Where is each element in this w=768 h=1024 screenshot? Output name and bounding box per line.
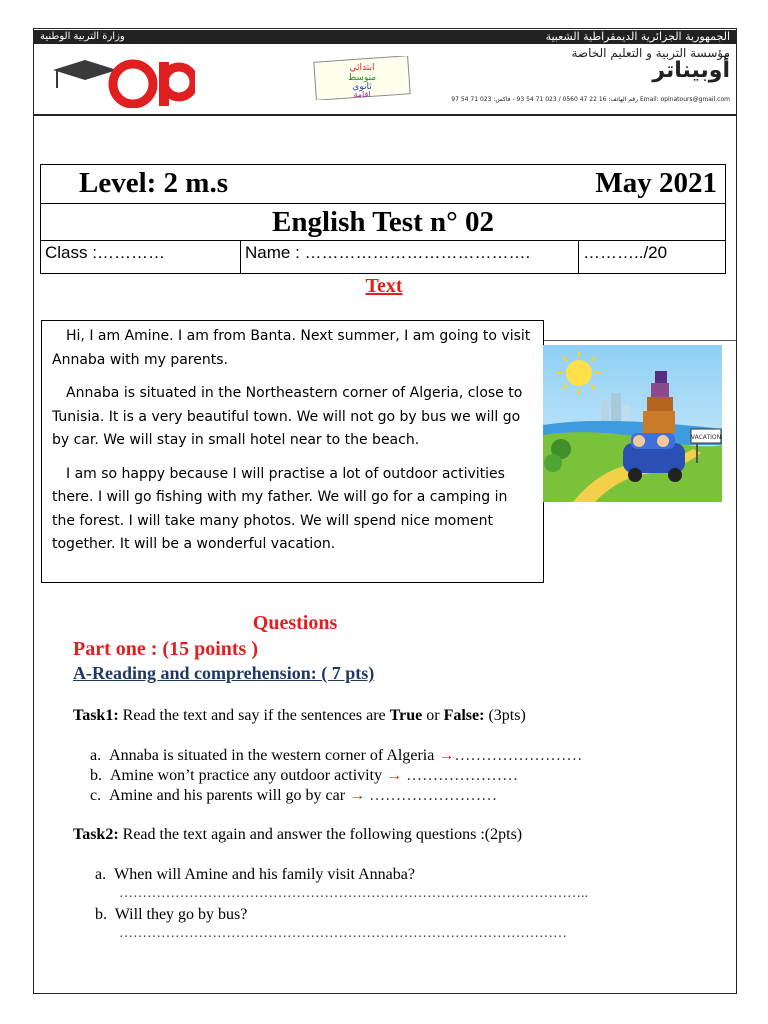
answer-blank[interactable]: ………………… (402, 767, 519, 784)
item-letter: a. (90, 747, 102, 764)
ministry-text: وزارة التربية الوطنية (40, 31, 125, 42)
or-word: or (422, 707, 444, 724)
test-info-table (40, 164, 726, 274)
item-text: Will they go by bus? (111, 906, 248, 923)
task1-points: (3pts) (484, 707, 526, 724)
item-text: Amine and his parents will go by car (109, 787, 350, 804)
false-word: False: (443, 707, 485, 724)
item-letter: b. (90, 767, 102, 784)
vacation-sign-text: VACATION (690, 434, 722, 441)
task2-answer-a[interactable]: ……………………………………………………………………………………….. (119, 886, 588, 901)
school-logo-icon (45, 48, 195, 108)
task2-label: Task2: (73, 826, 119, 843)
info-row-student (41, 241, 725, 273)
task2-instruction (73, 826, 522, 844)
name-field[interactable]: Name : …………………………………. (241, 241, 579, 273)
text-heading (0, 275, 768, 298)
item-letter: c. (90, 787, 102, 804)
item-text: Amine won’t practice any outdoor activity (110, 767, 387, 784)
part-one-heading: Part one : (15 points ) (73, 638, 258, 660)
arrow-icon: → (386, 767, 403, 784)
info-row-title (41, 204, 725, 241)
arrow-icon: → (349, 787, 366, 804)
answer-blank[interactable]: …………………… (454, 747, 583, 764)
picture-rule (544, 340, 736, 341)
answer-blank[interactable]: …………………… (365, 787, 498, 804)
questions-heading: Questions (252, 612, 338, 634)
task1-item-c (90, 787, 497, 805)
school-name-block (425, 46, 730, 83)
task2-text: Read the text again and answer the following questions :(2pts) (118, 826, 523, 843)
class-field[interactable]: Class :………… (41, 241, 241, 273)
info-row-level (41, 165, 725, 204)
vacation-car-illustration (543, 345, 722, 502)
task1-item-a (90, 747, 582, 765)
task2-item-b (95, 906, 247, 924)
task2-item-a (95, 866, 415, 884)
passage-paragraph-1: Hi, I am Amine. I am from Banta. Next summer, I am going to visit Annaba with my parents. (52, 328, 531, 368)
school-type: مؤسسة التربية و التعليم الخاصة (571, 46, 730, 60)
mark-field[interactable]: ………../20 (583, 243, 668, 262)
passage-paragraph-3: I am so happy because I will practise a lot of outdoor activities there. I will go fishing with my father. We will go for a camping in the forest. I will take many photos. We will spend nice moment together. It will be a wonderful vacation. (52, 465, 508, 552)
true-word: True (389, 707, 423, 724)
badge-line-1: ابتدائي (349, 63, 375, 73)
item-text: Annaba is situated in the western corner of Algeria (109, 747, 439, 764)
reading-passage (41, 320, 544, 583)
date-label: May 2021 (595, 167, 717, 199)
task1-instruction (73, 707, 526, 725)
header-divider (34, 114, 736, 116)
levels-badge (312, 56, 412, 100)
item-letter: b. (95, 906, 107, 923)
republic-text: الجمهورية الجزائرية الديمقراطية الشعبية (545, 30, 730, 43)
school-name: أوبيناتر (652, 58, 730, 83)
item-text: When will Amine and his family visit Annaba? (114, 866, 415, 883)
text-heading-label: Text (365, 275, 403, 297)
arrow-icon: → (438, 747, 455, 764)
task1-text: Read the text and say if the sentences are (118, 707, 390, 724)
passage-paragraph-2: Annaba is situated in the Northeastern corner of Algeria, close to Tunisia. It is a very beautiful town. We will not go by bus we will go by car. We will stay in small hotel near to the beach. (52, 385, 523, 448)
test-title: English Test n° 02 (272, 206, 494, 238)
badge-line-3: ثانوي (352, 82, 372, 92)
item-letter: a. (95, 866, 107, 883)
school-contact: رقم الهاتف: 16 22 47 0560 / 023 71 54 93 - فاكس: 023 71 54 97 Email: opinatours@gmail.com (451, 96, 730, 103)
badge-line-4: اقامة (353, 90, 371, 99)
task2-answer-b[interactable]: …………………………………………………………………………………… (119, 926, 567, 941)
section-a-heading: A-Reading and comprehension: ( 7 pts) (73, 663, 375, 683)
task1-label: Task1: (73, 707, 119, 724)
level-label: Level: 2 m.s (79, 167, 228, 199)
badge-line-2: متوسط (347, 73, 377, 83)
task1-item-b (90, 767, 518, 785)
